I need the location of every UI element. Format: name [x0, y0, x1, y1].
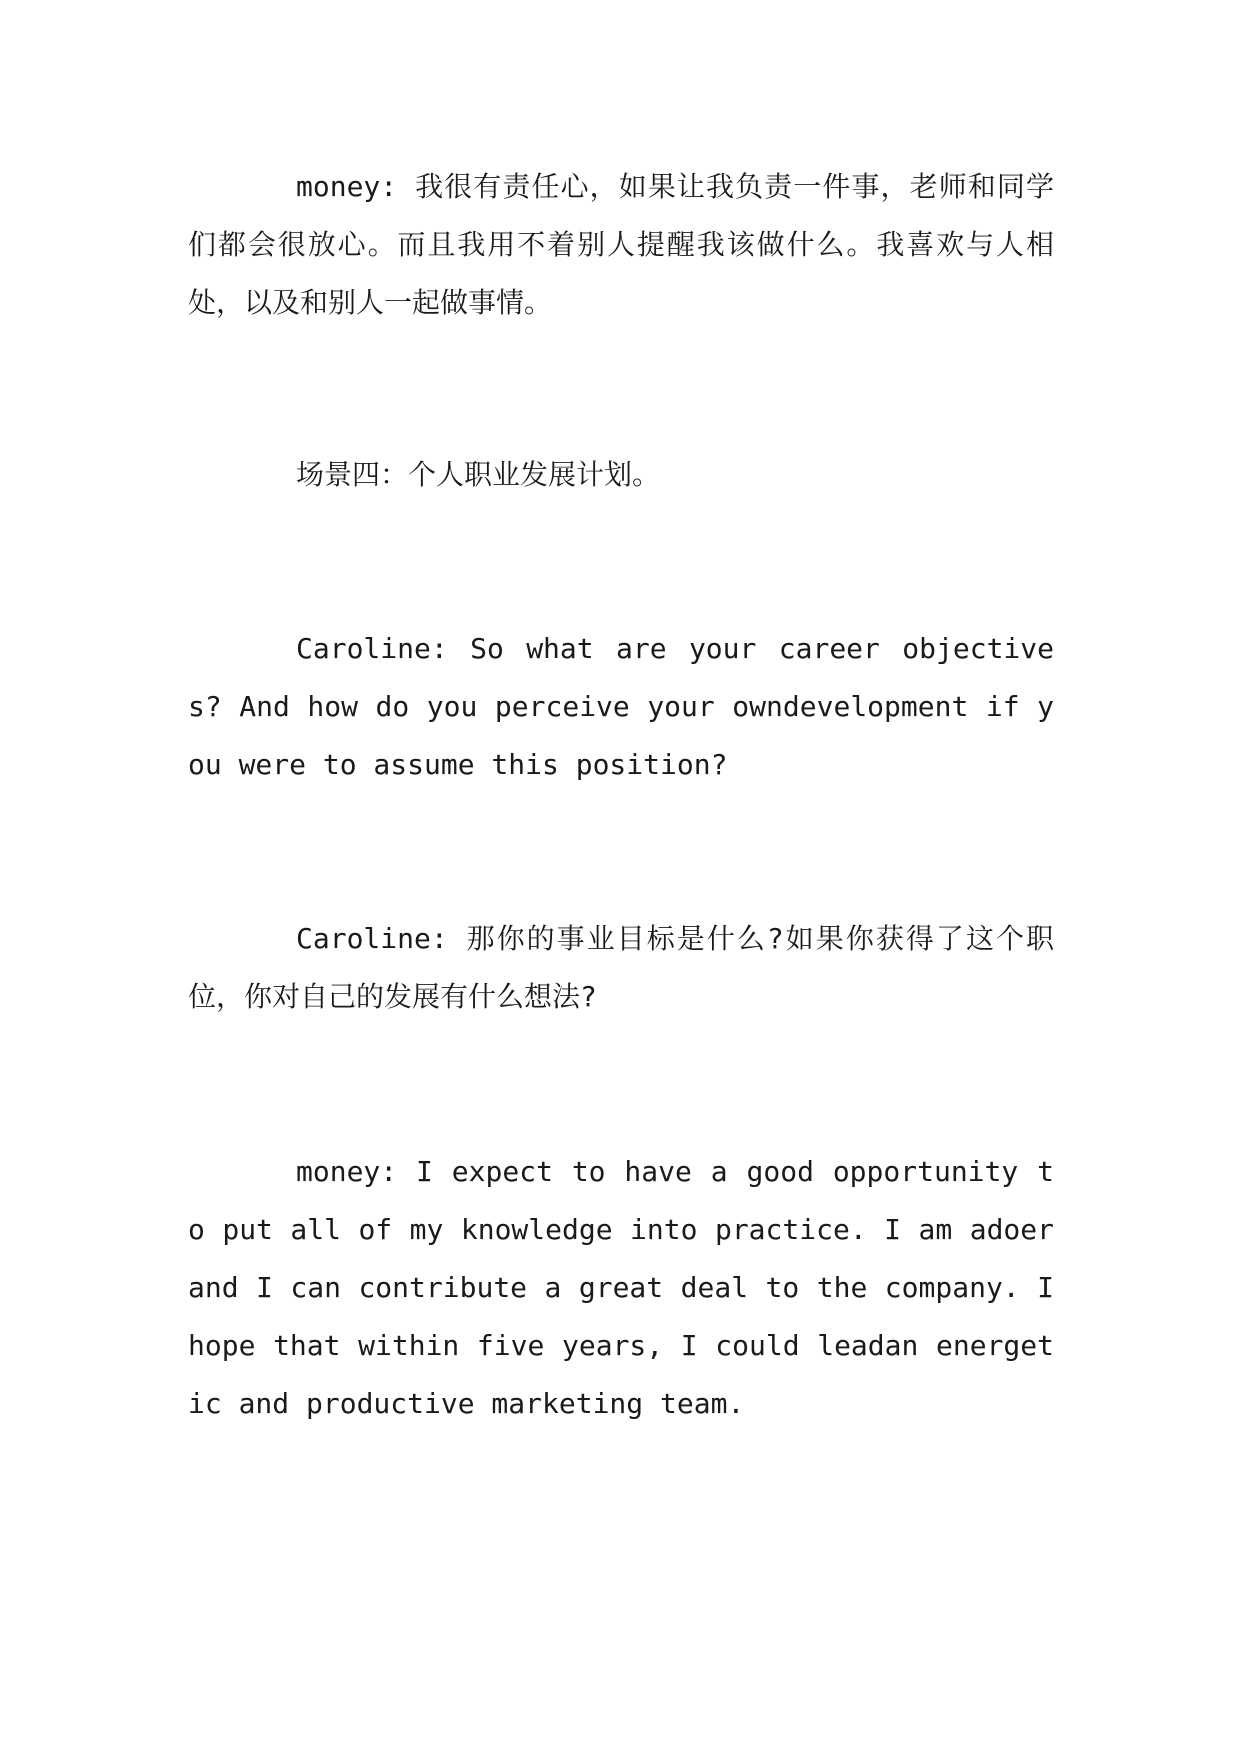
- paragraph-money-answer-english: money: I expect to have a good opportunity to put all of my knowledge into practice. I am adoer and I can contribute a great deal to the company. I hope that within five years, I could leadan energetic and productive marketing team.: [188, 1155, 1054, 1420]
- paragraph-caroline-question-english: Caroline: So what are your career objectives? And how do you perceive your owndevelopment if you were to assume this position?: [188, 632, 1054, 781]
- paragraph-money-self-description: money: 我很有责任心，如果让我负责一件事，老师和同学们都会很放心。而且我用不着别人提醒我该做什么。我喜欢与人相处，以及和别人一起做事情。: [188, 170, 1054, 319]
- paragraph-scene-four-heading: 场景四：个人职业发展计划。: [296, 458, 661, 491]
- paragraph-caroline-question-chinese: Caroline: 那你的事业目标是什么?如果你获得了这个职位，你对自己的发展有什么想法?: [188, 922, 1054, 1013]
